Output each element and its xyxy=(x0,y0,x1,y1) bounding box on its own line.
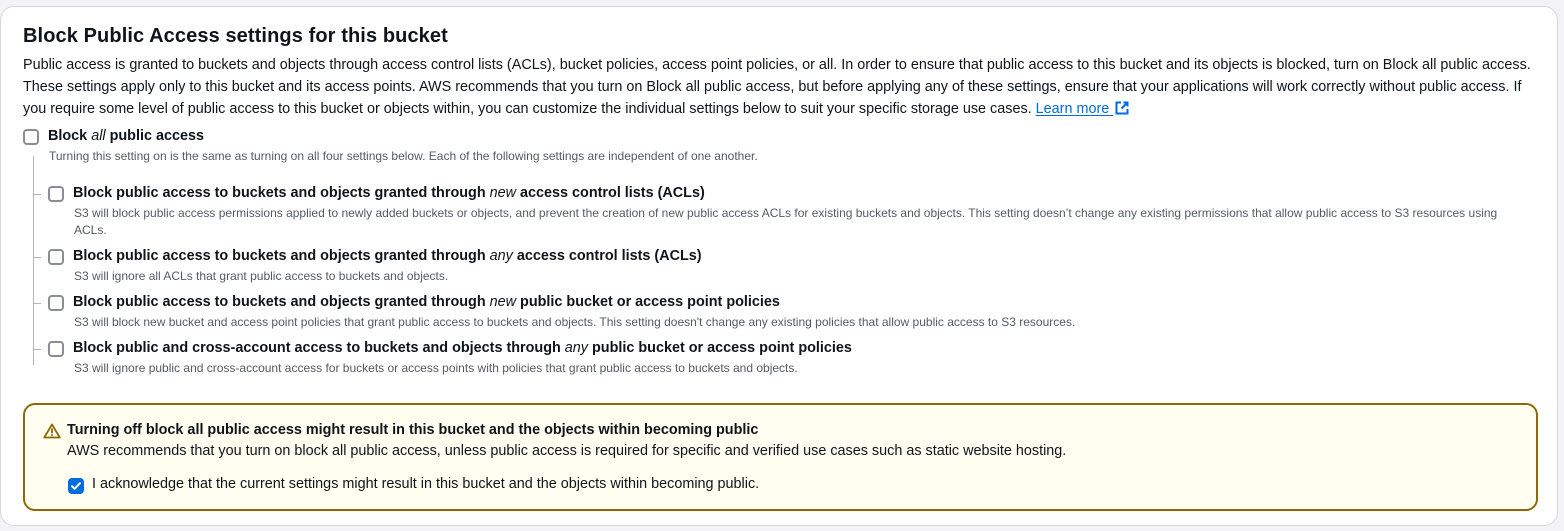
tree-connector-branch xyxy=(33,257,41,258)
block-new-acls-label[interactable]: Block public access to buckets and objects granted through new access control lists (ACLs) xyxy=(73,185,705,201)
block-any-acls-checkbox[interactable] xyxy=(48,249,64,265)
block-any-policies-checkbox[interactable] xyxy=(48,341,64,357)
block-all-checkbox[interactable] xyxy=(23,129,39,145)
block-all-label[interactable]: Block all public access xyxy=(48,128,204,144)
block-any-acls-description: S3 will ignore all ACLs that grant public access to buckets and objects. xyxy=(74,269,449,283)
tree-connector-branch xyxy=(33,349,41,350)
block-new-acls-description: S3 will block public access permissions applied to newly added buckets or objects, and prevent the creation of new public access ACLs for existing buckets and objects. This setting doesn’t change any existing permissions that allow public access to S3 resources using ACLs. xyxy=(74,206,1498,237)
block-any-acls-label[interactable]: Block public access to buckets and objects granted through any access control lists (ACLs) xyxy=(73,248,702,264)
section-title: Block Public Access settings for this bucket xyxy=(23,25,448,47)
section-description xyxy=(23,54,1537,122)
warning-body: AWS recommends that you turn on block all public access, unless public access is required for specific and verified use cases such as static website hosting. xyxy=(67,443,1067,459)
block-any-policies-label[interactable]: Block public and cross-account access to buckets and objects through any public bucket or access point policies xyxy=(73,340,852,356)
acknowledge-checkbox[interactable] xyxy=(68,478,84,494)
warning-icon xyxy=(43,423,61,444)
block-new-acls-checkbox[interactable] xyxy=(48,186,64,202)
block-new-policies-description: S3 will block new bucket and access point policies that grant public access to buckets and objects. This setting doesn't change any existing policies that allow public access to S3 resources. xyxy=(74,315,1076,329)
tree-connector-line xyxy=(33,156,34,365)
block-new-policies-label[interactable]: Block public access to buckets and objects granted through new public bucket or access point policies xyxy=(73,294,780,310)
block-any-policies-description: S3 will ignore public and cross-account access for buckets or access points with policies that grant public access to buckets and objects. xyxy=(74,361,798,375)
learn-more-label: Learn more xyxy=(1035,101,1110,117)
block-all-description: Turning this setting on is the same as turning on all four settings below. Each of the following settings are independent of one another. xyxy=(49,149,758,163)
block-new-policies-checkbox[interactable] xyxy=(48,295,64,311)
external-link-icon xyxy=(1115,100,1129,122)
acknowledge-label[interactable]: I acknowledge that the current settings might result in this bucket and the objects within becoming public. xyxy=(92,476,760,492)
description-text: Public access is granted to buckets and objects through access control lists (ACLs), bucket policies, access point policies, or all. In order to ensure that public access to this bucket and its objects is blocked, turn on Block all public access. These settings apply only to this bucket and its access points. AWS recommends that you turn on Block all public access, but before applying any of these settings, ensure that your applications will work correctly without public access. If you require some level of public access to this bucket or objects within, you can customize the individual settings below to suit your specific storage use cases. xyxy=(23,57,1531,117)
tree-connector-branch xyxy=(33,303,41,304)
tree-connector-branch xyxy=(33,194,41,195)
warning-alert xyxy=(23,403,1538,511)
learn-more-link[interactable] xyxy=(1036,101,1130,117)
warning-title: Turning off block all public access might result in this bucket and the objects within becoming public xyxy=(67,422,759,438)
block-public-access-panel xyxy=(0,6,1558,526)
checkmark-icon xyxy=(70,480,82,492)
